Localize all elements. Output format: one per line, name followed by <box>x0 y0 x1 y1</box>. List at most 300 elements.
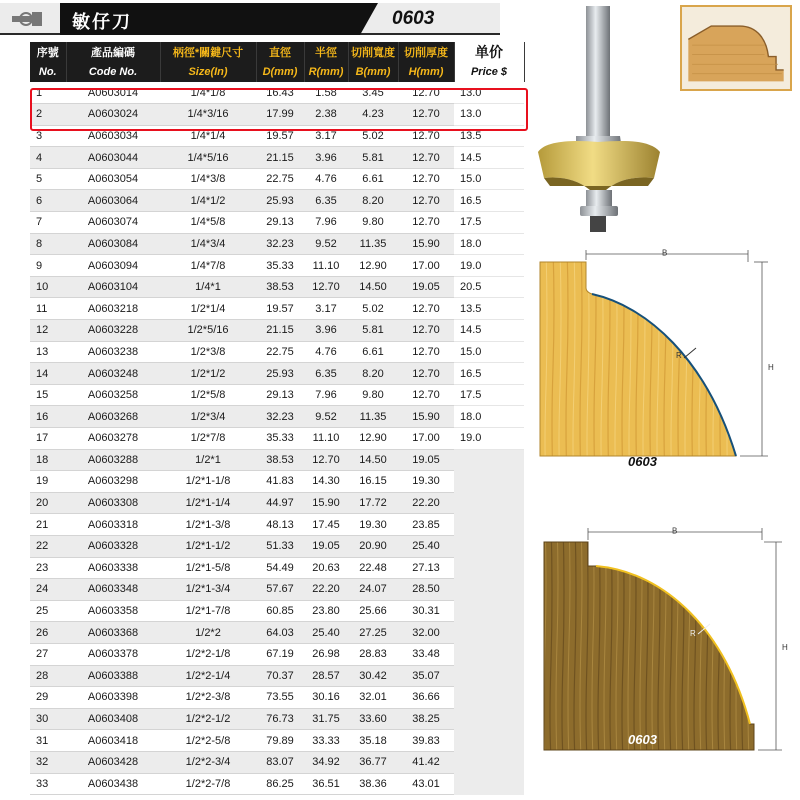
cell-diameter: 48.13 <box>256 514 304 536</box>
cell-cut-width: 27.25 <box>348 622 398 644</box>
cell-radius: 25.40 <box>304 622 348 644</box>
header-banner <box>0 0 530 38</box>
cell-price: 13.5 <box>454 298 524 320</box>
col-header-size: Size(In) <box>160 62 256 82</box>
cell-cut-height: 12.70 <box>398 104 454 126</box>
cell-cut-height: 28.50 <box>398 579 454 601</box>
cell-cut-width: 14.50 <box>348 276 398 298</box>
table-row <box>30 190 524 212</box>
profile-diagram-dark <box>536 522 798 758</box>
cell-row-number: 30 <box>30 708 66 730</box>
cell-cut-height: 19.05 <box>398 276 454 298</box>
cell-size: 1/2*5/16 <box>160 320 256 342</box>
col-header-code: Code No. <box>66 62 160 82</box>
cell-price: 16.5 <box>454 190 524 212</box>
cell-price <box>454 492 524 514</box>
cell-diameter: 21.15 <box>256 147 304 169</box>
table-row <box>30 492 524 514</box>
cell-cut-height: 38.25 <box>398 708 454 730</box>
cell-price: 13.0 <box>454 104 524 126</box>
cell-row-number: 15 <box>30 384 66 406</box>
cell-radius: 30.16 <box>304 687 348 709</box>
col-header-d-zh: 直徑 <box>256 42 304 62</box>
cell-code-no: A0603094 <box>66 255 160 277</box>
cell-code-no: A0603298 <box>66 471 160 493</box>
cell-radius: 7.96 <box>304 212 348 234</box>
cell-row-number: 10 <box>30 276 66 298</box>
table-row <box>30 363 524 385</box>
cell-row-number: 28 <box>30 665 66 687</box>
cell-radius: 11.10 <box>304 428 348 450</box>
table-row <box>30 428 524 450</box>
cell-diameter: 17.99 <box>256 104 304 126</box>
cell-cut-width: 9.80 <box>348 384 398 406</box>
table-row <box>30 125 524 147</box>
cell-price: 20.5 <box>454 276 524 298</box>
table-row <box>30 579 524 601</box>
cell-code-no: A0603064 <box>66 190 160 212</box>
cell-cut-height: 12.70 <box>398 147 454 169</box>
profile-diagram-light-svg <box>536 248 786 478</box>
page-title: 敏仔刀 <box>72 12 132 32</box>
cell-diameter: 44.97 <box>256 492 304 514</box>
diagram-code-label: 0603 <box>628 454 657 469</box>
cell-diameter: 64.03 <box>256 622 304 644</box>
cell-cut-width: 6.61 <box>348 341 398 363</box>
cell-price: 13.0 <box>454 82 524 104</box>
cell-price <box>454 449 524 471</box>
cell-diameter: 38.53 <box>256 276 304 298</box>
col-header-price-zh: 单价 <box>454 42 524 62</box>
cell-size: 1/2*7/8 <box>160 428 256 450</box>
cell-price <box>454 751 524 773</box>
cell-cut-height: 12.70 <box>398 298 454 320</box>
cell-radius: 28.57 <box>304 665 348 687</box>
cell-row-number: 9 <box>30 255 66 277</box>
cell-diameter: 22.75 <box>256 341 304 363</box>
table-row <box>30 320 524 342</box>
profile-sample-image <box>680 5 792 91</box>
cell-diameter: 21.15 <box>256 320 304 342</box>
cell-row-number: 18 <box>30 449 66 471</box>
cell-cut-height: 19.30 <box>398 471 454 493</box>
cell-radius: 2.38 <box>304 104 348 126</box>
cell-size: 1/2*1/2 <box>160 363 256 385</box>
cell-radius: 3.96 <box>304 320 348 342</box>
cell-cut-width: 17.72 <box>348 492 398 514</box>
cell-price: 18.0 <box>454 233 524 255</box>
cell-price: 16.5 <box>454 363 524 385</box>
cell-radius: 34.92 <box>304 751 348 773</box>
cell-cut-height: 32.00 <box>398 622 454 644</box>
cell-code-no: A0603054 <box>66 168 160 190</box>
cell-cut-width: 5.02 <box>348 298 398 320</box>
table-row <box>30 255 524 277</box>
col-header-price: Price $ <box>454 62 524 82</box>
cell-diameter: 19.57 <box>256 125 304 147</box>
cell-price: 18.0 <box>454 406 524 428</box>
cell-diameter: 32.23 <box>256 233 304 255</box>
cell-row-number: 16 <box>30 406 66 428</box>
cell-diameter: 19.57 <box>256 298 304 320</box>
cell-size: 1/4*5/16 <box>160 147 256 169</box>
cell-diameter: 22.75 <box>256 168 304 190</box>
cell-size: 1/2*2 <box>160 622 256 644</box>
cell-size: 1/4*3/8 <box>160 168 256 190</box>
profile-diagram-dark-svg <box>536 522 798 758</box>
cell-diameter: 29.13 <box>256 212 304 234</box>
cell-size: 1/2*1-7/8 <box>160 600 256 622</box>
cell-code-no: A0603014 <box>66 82 160 104</box>
cell-size: 1/4*1/2 <box>160 190 256 212</box>
cell-size: 1/2*2-5/8 <box>160 730 256 752</box>
col-header-h: H(mm) <box>398 62 454 82</box>
cell-radius: 33.33 <box>304 730 348 752</box>
dim-h-label: H <box>768 363 774 372</box>
cell-diameter: 35.33 <box>256 428 304 450</box>
cell-size: 1/2*2-3/8 <box>160 687 256 709</box>
cell-cut-width: 20.90 <box>348 535 398 557</box>
cell-code-no: A0603248 <box>66 363 160 385</box>
cell-cut-height: 23.85 <box>398 514 454 536</box>
cell-cut-width: 8.20 <box>348 190 398 212</box>
cell-size: 1/2*1/4 <box>160 298 256 320</box>
cell-cut-height: 12.70 <box>398 82 454 104</box>
cell-radius: 4.76 <box>304 341 348 363</box>
cell-cut-width: 24.07 <box>348 579 398 601</box>
cell-cut-width: 35.18 <box>348 730 398 752</box>
cell-price <box>454 665 524 687</box>
cell-row-number: 4 <box>30 147 66 169</box>
cell-radius: 3.17 <box>304 125 348 147</box>
cell-cut-height: 15.90 <box>398 406 454 428</box>
cell-radius: 22.20 <box>304 579 348 601</box>
cell-diameter: 79.89 <box>256 730 304 752</box>
cell-price <box>454 535 524 557</box>
cell-size: 1/2*3/4 <box>160 406 256 428</box>
cell-code-no: A0603408 <box>66 708 160 730</box>
cell-cut-width: 36.77 <box>348 751 398 773</box>
cell-diameter: 54.49 <box>256 557 304 579</box>
table-row <box>30 168 524 190</box>
cell-size: 1/4*1/8 <box>160 82 256 104</box>
cell-diameter: 35.33 <box>256 255 304 277</box>
table-row <box>30 449 524 471</box>
cell-cut-height: 12.70 <box>398 168 454 190</box>
cell-price <box>454 708 524 730</box>
cell-cut-width: 30.42 <box>348 665 398 687</box>
cell-code-no: A0603258 <box>66 384 160 406</box>
cell-row-number: 17 <box>30 428 66 450</box>
table-row <box>30 643 524 665</box>
cell-size: 1/2*2-1/2 <box>160 708 256 730</box>
cell-radius: 20.63 <box>304 557 348 579</box>
cell-cut-height: 15.90 <box>398 233 454 255</box>
cell-radius: 26.98 <box>304 643 348 665</box>
cell-code-no: A0603338 <box>66 557 160 579</box>
cell-row-number: 5 <box>30 168 66 190</box>
cell-code-no: A0603308 <box>66 492 160 514</box>
cell-diameter: 16.43 <box>256 82 304 104</box>
table-row <box>30 665 524 687</box>
cell-cut-width: 12.90 <box>348 255 398 277</box>
cell-radius: 31.75 <box>304 708 348 730</box>
table-row <box>30 384 524 406</box>
cell-cut-height: 19.05 <box>398 449 454 471</box>
cell-row-number: 13 <box>30 341 66 363</box>
cell-cut-width: 5.81 <box>348 320 398 342</box>
header-row-zh <box>30 42 524 62</box>
header-row-en <box>30 62 524 82</box>
col-header-r: R(mm) <box>304 62 348 82</box>
cell-row-number: 23 <box>30 557 66 579</box>
cell-cut-width: 16.15 <box>348 471 398 493</box>
cell-cut-height: 12.70 <box>398 212 454 234</box>
cell-price <box>454 622 524 644</box>
table-row <box>30 557 524 579</box>
col-header-h-zh: 切削厚度 <box>398 42 454 62</box>
cell-price <box>454 773 524 795</box>
cell-diameter: 67.19 <box>256 643 304 665</box>
cell-diameter: 32.23 <box>256 406 304 428</box>
cell-code-no: A0603418 <box>66 730 160 752</box>
cell-price: 19.0 <box>454 255 524 277</box>
cell-cut-width: 33.60 <box>348 708 398 730</box>
cell-code-no: A0603074 <box>66 212 160 234</box>
cell-row-number: 25 <box>30 600 66 622</box>
cell-diameter: 41.83 <box>256 471 304 493</box>
cell-radius: 11.10 <box>304 255 348 277</box>
cell-cut-width: 11.35 <box>348 406 398 428</box>
cell-cut-width: 8.20 <box>348 363 398 385</box>
cell-price: 17.5 <box>454 384 524 406</box>
cell-cut-width: 38.36 <box>348 773 398 795</box>
cell-cut-height: 17.00 <box>398 428 454 450</box>
cell-row-number: 19 <box>30 471 66 493</box>
cell-size: 1/2*2-3/4 <box>160 751 256 773</box>
cell-size: 1/2*1-1/8 <box>160 471 256 493</box>
cell-price <box>454 579 524 601</box>
cell-row-number: 20 <box>30 492 66 514</box>
cell-price <box>454 643 524 665</box>
cell-radius: 17.45 <box>304 514 348 536</box>
cell-size: 1/4*3/16 <box>160 104 256 126</box>
cell-cut-height: 35.07 <box>398 665 454 687</box>
cell-diameter: 73.55 <box>256 687 304 709</box>
cell-code-no: A0603084 <box>66 233 160 255</box>
cell-price: 15.0 <box>454 168 524 190</box>
cell-cut-height: 12.70 <box>398 190 454 212</box>
cell-code-no: A0603428 <box>66 751 160 773</box>
cell-cut-width: 4.23 <box>348 104 398 126</box>
cell-code-no: A0603218 <box>66 298 160 320</box>
dim-h-label: H <box>782 643 788 652</box>
cell-row-number: 26 <box>30 622 66 644</box>
dim-b-label: B <box>662 248 668 258</box>
cell-price <box>454 687 524 709</box>
cell-size: 1/2*2-7/8 <box>160 773 256 795</box>
cell-cut-width: 5.02 <box>348 125 398 147</box>
col-header-size-zh: 柄徑*關鍵尺寸 <box>160 42 256 62</box>
cell-radius: 14.30 <box>304 471 348 493</box>
cell-price: 19.0 <box>454 428 524 450</box>
table-body <box>30 82 524 795</box>
table-row <box>30 773 524 795</box>
cell-radius: 6.35 <box>304 190 348 212</box>
cell-radius: 1.58 <box>304 82 348 104</box>
cell-price <box>454 471 524 493</box>
cell-radius: 19.05 <box>304 535 348 557</box>
cell-price: 17.5 <box>454 212 524 234</box>
cell-code-no: A0603034 <box>66 125 160 147</box>
col-header-b-zh: 切削寬度 <box>348 42 398 62</box>
cell-diameter: 51.33 <box>256 535 304 557</box>
cell-size: 1/2*1-1/2 <box>160 535 256 557</box>
cell-radius: 23.80 <box>304 600 348 622</box>
cell-row-number: 12 <box>30 320 66 342</box>
cell-code-no: A0603378 <box>66 643 160 665</box>
cell-price: 15.0 <box>454 341 524 363</box>
cell-radius: 3.96 <box>304 147 348 169</box>
cell-cut-height: 22.20 <box>398 492 454 514</box>
cell-radius: 7.96 <box>304 384 348 406</box>
dim-r-label: R <box>690 629 696 638</box>
cell-radius: 12.70 <box>304 276 348 298</box>
cell-radius: 3.17 <box>304 298 348 320</box>
cell-size: 1/2*1-3/4 <box>160 579 256 601</box>
cell-cut-height: 36.66 <box>398 687 454 709</box>
cell-cut-width: 14.50 <box>348 449 398 471</box>
cell-cut-width: 32.01 <box>348 687 398 709</box>
cell-radius: 36.51 <box>304 773 348 795</box>
cell-radius: 9.52 <box>304 233 348 255</box>
cell-diameter: 25.93 <box>256 363 304 385</box>
router-bit-logo-icon <box>10 6 50 32</box>
diagram-code-label: 0603 <box>628 732 657 747</box>
col-header-r-zh: 半徑 <box>304 42 348 62</box>
spec-table <box>30 42 525 795</box>
cell-code-no: A0603268 <box>66 406 160 428</box>
cell-row-number: 33 <box>30 773 66 795</box>
cell-cut-height: 25.40 <box>398 535 454 557</box>
profile-diagram-light <box>536 248 786 478</box>
cell-price <box>454 557 524 579</box>
cell-size: 1/2*1 <box>160 449 256 471</box>
cell-cut-width: 12.90 <box>348 428 398 450</box>
cell-cut-width: 25.66 <box>348 600 398 622</box>
cell-diameter: 70.37 <box>256 665 304 687</box>
col-header-d: D(mm) <box>256 62 304 82</box>
table-row <box>30 600 524 622</box>
table-row <box>30 622 524 644</box>
cell-cut-height: 33.48 <box>398 643 454 665</box>
router-bit-photo <box>536 0 668 240</box>
cell-cut-width: 5.81 <box>348 147 398 169</box>
table-row <box>30 82 524 104</box>
cell-cut-height: 12.70 <box>398 363 454 385</box>
table-row <box>30 212 524 234</box>
cell-row-number: 2 <box>30 104 66 126</box>
cell-price: 13.5 <box>454 125 524 147</box>
cell-size: 1/2*3/8 <box>160 341 256 363</box>
cell-row-number: 21 <box>30 514 66 536</box>
cell-code-no: A0603024 <box>66 104 160 126</box>
cell-code-no: A0603278 <box>66 428 160 450</box>
cell-code-no: A0603368 <box>66 622 160 644</box>
cell-code-no: A0603044 <box>66 147 160 169</box>
cell-radius: 12.70 <box>304 449 348 471</box>
cell-size: 1/2*1-3/8 <box>160 514 256 536</box>
table-row <box>30 514 524 536</box>
cell-size: 1/4*1/4 <box>160 125 256 147</box>
cell-size: 1/4*3/4 <box>160 233 256 255</box>
col-header-b: B(mm) <box>348 62 398 82</box>
dim-b-label: B <box>672 526 678 536</box>
cell-size: 1/2*1-5/8 <box>160 557 256 579</box>
cell-size: 1/2*2-1/8 <box>160 643 256 665</box>
cell-cut-width: 11.35 <box>348 233 398 255</box>
cell-cut-width: 22.48 <box>348 557 398 579</box>
cell-size: 1/2*1-1/4 <box>160 492 256 514</box>
cell-cut-height: 17.00 <box>398 255 454 277</box>
cell-cut-height: 39.83 <box>398 730 454 752</box>
cell-cut-width: 28.83 <box>348 643 398 665</box>
cell-code-no: A0603288 <box>66 449 160 471</box>
cell-cut-height: 12.70 <box>398 341 454 363</box>
table-row <box>30 708 524 730</box>
cell-code-no: A0603388 <box>66 665 160 687</box>
cell-size: 1/4*7/8 <box>160 255 256 277</box>
cell-row-number: 6 <box>30 190 66 212</box>
cell-price: 14.5 <box>454 320 524 342</box>
cell-code-no: A0603438 <box>66 773 160 795</box>
cell-row-number: 7 <box>30 212 66 234</box>
cell-size: 1/4*1 <box>160 276 256 298</box>
cell-row-number: 14 <box>30 363 66 385</box>
table-row <box>30 147 524 169</box>
cell-cut-width: 3.45 <box>348 82 398 104</box>
cell-radius: 4.76 <box>304 168 348 190</box>
cell-code-no: A0603238 <box>66 341 160 363</box>
col-header-no: No. <box>30 62 66 82</box>
table-row <box>30 535 524 557</box>
cell-cut-width: 9.80 <box>348 212 398 234</box>
cell-cut-width: 19.30 <box>348 514 398 536</box>
table-row <box>30 298 524 320</box>
cell-size: 1/2*2-1/4 <box>160 665 256 687</box>
cell-price <box>454 730 524 752</box>
cell-row-number: 11 <box>30 298 66 320</box>
series-code: 0603 <box>392 8 435 29</box>
cell-cut-height: 27.13 <box>398 557 454 579</box>
cell-code-no: A0603358 <box>66 600 160 622</box>
cell-diameter: 83.07 <box>256 751 304 773</box>
table-row <box>30 687 524 709</box>
cell-code-no: A0603398 <box>66 687 160 709</box>
table-row <box>30 341 524 363</box>
cell-diameter: 38.53 <box>256 449 304 471</box>
table-row <box>30 276 524 298</box>
cell-code-no: A0603228 <box>66 320 160 342</box>
cell-cut-height: 12.70 <box>398 320 454 342</box>
cell-row-number: 24 <box>30 579 66 601</box>
cell-cut-height: 30.31 <box>398 600 454 622</box>
cell-row-number: 3 <box>30 125 66 147</box>
dim-r-label: R <box>676 351 682 360</box>
cell-radius: 6.35 <box>304 363 348 385</box>
cell-size: 1/2*5/8 <box>160 384 256 406</box>
cell-radius: 9.52 <box>304 406 348 428</box>
